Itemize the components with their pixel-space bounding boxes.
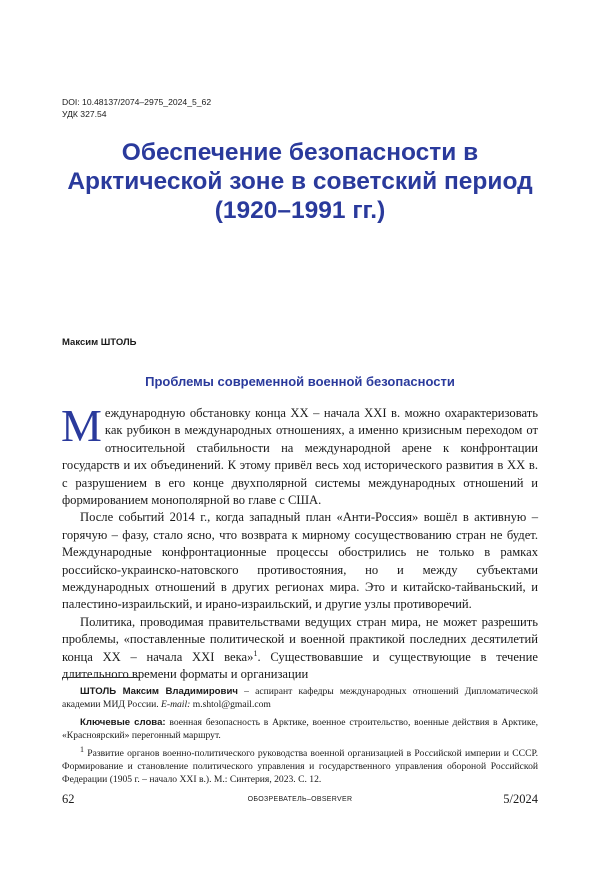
email-label: E-mail: xyxy=(161,699,191,710)
footnote-1-text: Развитие органов военно-политического руководства военной организацией в Российской империи и СССР. Формирование и становление политического управления и государственного управления обороной Российской Федерации (1905 г. – начало XXI в.). М.: Синтерия, 2023. С. 12. xyxy=(62,748,538,785)
author-note-info: – аспирант кафедры международных отношений Дипломатической академии МИД России. xyxy=(62,686,538,710)
author-note xyxy=(62,685,538,711)
footnote-1-number: 1 xyxy=(80,744,84,754)
email-address[interactable]: m.shtol@gmail.com xyxy=(190,699,271,710)
author-note-name: ШТОЛЬ Максим Владимирович xyxy=(80,686,238,697)
page-number: 62 xyxy=(62,792,75,806)
paragraph-1 xyxy=(61,400,538,509)
paragraph-3-text-b: . Существовавшие и существующие в течение длительного времени форматы и организации xyxy=(62,649,538,682)
paragraph-3-text-a: Политика, проводимая правительствами ведущих стран мира, не может разрешить проблемы, «поставленные политической и военной практикой последних десятилетий конца XX – начала XXI века» xyxy=(62,614,538,664)
article-title: Обеспечение безопасности в Арктической зоне в советский период (1920–1991 гг.) xyxy=(67,139,533,224)
article-identifiers xyxy=(62,97,211,120)
issue-number: 5/2024 xyxy=(503,792,538,806)
author-name: Максим ШТОЛЬ xyxy=(62,337,137,348)
footnotes xyxy=(62,685,538,791)
keywords-note xyxy=(62,716,538,742)
drop-cap: М xyxy=(61,400,102,451)
article-body xyxy=(61,400,538,684)
udk-line: УДК 327.54 xyxy=(62,108,107,119)
journal-name: ОБОЗРЕВАТЕЛЬ–OBSERVER xyxy=(247,796,353,803)
keywords-text: военная безопасность в Арктике, военное строительство, военные действия в Арктике, «Красноярский» перегонный маршрут. xyxy=(62,717,538,741)
footnote-1 xyxy=(62,744,538,786)
page-footer xyxy=(62,792,538,810)
footnote-ref-1[interactable]: 1 xyxy=(253,648,258,658)
doi-line: DOI: 10.48137/2074–2975_2024_5_62 xyxy=(62,97,212,107)
paragraph-1-text: еждународную обстановку конца ХХ – начала XXI в. можно охарактеризовать как рубикон в международных отношениях, а именно кризисным переходом от относительной стабильности на международной арене к конфронтации государств и их объединений. К этому привёл весь ход исторического развития в ХХ в. с разрушением в его конце двухполярной системы международных отношений и формированием монополярной во главе с США. xyxy=(62,406,538,508)
paragraph-2: После событий 2014 г., когда западный план «Анти-Россия» вошёл в активную – горячую – фазу, стало ясно, что возврата к мирному сосуществованию стран не будет. Международные конфронтационные процессы обострились не только в рамках российско-украинско-натовского противостояния, но и между субъектами международных отношений в других регионах мира. Это и китайско-тайваньский, и палестино-израильский, и ирано-израильский, и другие узлы противоречий. xyxy=(62,510,538,612)
keywords-label: Ключевые слова: xyxy=(80,717,166,728)
paragraph-3 xyxy=(62,614,538,684)
section-heading: Проблемы современной военной безопасности xyxy=(145,374,455,389)
footnote-divider xyxy=(62,677,140,678)
